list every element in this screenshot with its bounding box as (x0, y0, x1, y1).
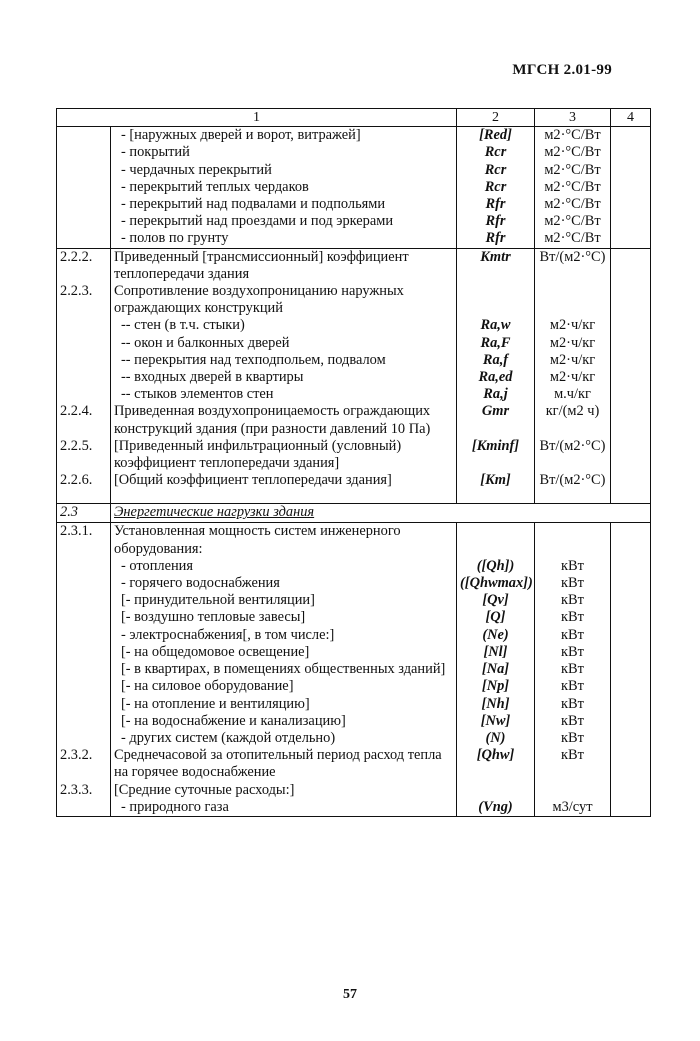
row-number (57, 696, 111, 713)
row-number (57, 558, 111, 575)
row-name: [- на водоснабжение и канализацию] (111, 713, 457, 730)
row-unit: кВт (535, 747, 611, 781)
row-number (57, 162, 111, 179)
row-symbol: Rcr (457, 162, 535, 179)
row-name: [- принудительной вентиляции] (111, 592, 457, 609)
table-row (57, 747, 651, 781)
table-row (57, 592, 651, 609)
row-number: 2.2.5. (57, 438, 111, 472)
row-col4 (611, 369, 651, 386)
row-name: [- в квартирах, в помещениях общественных зданий] (111, 661, 457, 678)
table-row (57, 799, 651, 817)
row-name: [- на общедомовое освещение] (111, 644, 457, 661)
row-unit: м2·ч/кг (535, 352, 611, 369)
column-header-2: 2 (457, 109, 535, 127)
table-row (57, 127, 651, 145)
row-number: 2.3.1. (57, 523, 111, 558)
row-symbol: [Nl] (457, 644, 535, 661)
row-col4 (611, 335, 651, 352)
row-name: -- окон и балконных дверей (111, 335, 457, 352)
table-row (57, 438, 651, 472)
row-col4 (611, 799, 651, 817)
row-unit: кВт (535, 696, 611, 713)
row-name: -- перекрытия над техподпольем, подвалом (111, 352, 457, 369)
row-col4 (611, 661, 651, 678)
spacer-cell (457, 489, 535, 504)
table-row (57, 575, 651, 592)
row-symbol: [Qv] (457, 592, 535, 609)
row-number (57, 179, 111, 196)
row-name: - природного газа (111, 799, 457, 817)
row-symbol: [Km] (457, 472, 535, 489)
row-col4 (611, 609, 651, 626)
section-title: Энергетические нагрузки здания (111, 504, 651, 523)
table-row (57, 230, 651, 248)
row-col4 (611, 730, 651, 747)
row-symbol (457, 523, 535, 558)
row-number (57, 369, 111, 386)
row-name: - [наружных дверей и ворот, витражей] (111, 127, 457, 145)
row-col4 (611, 696, 651, 713)
row-number (57, 730, 111, 747)
row-symbol: (N) (457, 730, 535, 747)
row-number (57, 386, 111, 403)
row-name: Установленная мощность систем инженерного оборудования: (111, 523, 457, 558)
row-name: [Общий коэффициент теплопередачи здания] (111, 472, 457, 489)
row-number (57, 799, 111, 817)
table-row (57, 403, 651, 437)
row-col4 (611, 213, 651, 230)
row-name: Сопротивление воздухопроницанию наружных ограждающих конструкций (111, 283, 457, 317)
row-unit: м2·°С/Вт (535, 230, 611, 248)
row-number (57, 213, 111, 230)
row-col4 (611, 627, 651, 644)
row-symbol: (Ne) (457, 627, 535, 644)
table-row (57, 248, 651, 283)
row-name: - чердачных перекрытий (111, 162, 457, 179)
row-symbol: Ra,w (457, 317, 535, 334)
table-row (57, 609, 651, 626)
row-symbol: Ra,ed (457, 369, 535, 386)
row-name: - покрытий (111, 144, 457, 161)
table-row (57, 196, 651, 213)
row-number (57, 609, 111, 626)
row-col4 (611, 592, 651, 609)
row-symbol (457, 283, 535, 317)
row-symbol: [Qhw] (457, 747, 535, 781)
row-name: - перекрытий теплых чердаков (111, 179, 457, 196)
row-name: - перекрытий над подвалами и подпольями (111, 196, 457, 213)
row-number (57, 678, 111, 695)
row-name: - электроснабжения[, в том числе:] (111, 627, 457, 644)
row-name: - отопления (111, 558, 457, 575)
row-symbol: [Np] (457, 678, 535, 695)
row-symbol: [Nh] (457, 696, 535, 713)
row-unit: кВт (535, 627, 611, 644)
row-number (57, 352, 111, 369)
spacer-cell (611, 489, 651, 504)
row-symbol: Rfr (457, 196, 535, 213)
row-unit: м2·ч/кг (535, 369, 611, 386)
row-number: 2.2.2. (57, 248, 111, 283)
row-unit: кг/(м2 ч) (535, 403, 611, 437)
row-symbol: [Kminf] (457, 438, 535, 472)
spacer-cell (111, 489, 457, 504)
table-row (57, 696, 651, 713)
row-col4 (611, 782, 651, 799)
table-row (57, 369, 651, 386)
spacer-cell (57, 489, 111, 504)
row-name: [- воздушно тепловые завесы] (111, 609, 457, 626)
row-unit: Вт/(м2·°С) (535, 438, 611, 472)
row-number: 2.2.6. (57, 472, 111, 489)
row-unit: кВт (535, 558, 611, 575)
table-row (57, 386, 651, 403)
row-symbol: ([Qhwmax]) (457, 575, 535, 592)
row-number: 2.2.4. (57, 403, 111, 437)
row-col4 (611, 523, 651, 558)
row-symbol: Gmr (457, 403, 535, 437)
row-number: 2.3.3. (57, 782, 111, 799)
table-row (57, 782, 651, 799)
row-number (57, 592, 111, 609)
row-name: Приведенная воздухопроницаемость ограждающих конструкций здания (при разности давлений 10 Па) (111, 403, 457, 437)
table-row (57, 179, 651, 196)
row-number (57, 127, 111, 145)
row-unit: кВт (535, 592, 611, 609)
row-symbol: Rfr (457, 230, 535, 248)
page-number: 57 (343, 987, 357, 1002)
row-col4 (611, 747, 651, 781)
table-row (57, 730, 651, 747)
row-number (57, 661, 111, 678)
row-unit: кВт (535, 678, 611, 695)
row-name: -- стыков элементов стен (111, 386, 457, 403)
row-col4 (611, 575, 651, 592)
table-row (57, 317, 651, 334)
row-symbol (457, 782, 535, 799)
row-symbol: Ra,f (457, 352, 535, 369)
row-name: [- на силовое оборудование] (111, 678, 457, 695)
row-unit: м2·ч/кг (535, 317, 611, 334)
row-unit: кВт (535, 575, 611, 592)
row-symbol: Ra,j (457, 386, 535, 403)
document-code: МГСН 2.01-99 (512, 62, 612, 78)
table-row (57, 627, 651, 644)
table-row (57, 678, 651, 695)
row-number (57, 230, 111, 248)
row-unit: м2·°С/Вт (535, 196, 611, 213)
row-col4 (611, 248, 651, 283)
row-col4 (611, 179, 651, 196)
row-unit (535, 523, 611, 558)
row-unit: м2·°С/Вт (535, 213, 611, 230)
row-number (57, 196, 111, 213)
row-col4 (611, 230, 651, 248)
row-col4 (611, 352, 651, 369)
row-symbol: [Nw] (457, 713, 535, 730)
row-unit: Вт/(м2·°С) (535, 472, 611, 489)
row-name: -- стен (в т.ч. стыки) (111, 317, 457, 334)
row-name: - перекрытий над проездами и под эркерами (111, 213, 457, 230)
table-row (57, 144, 651, 161)
row-col4 (611, 162, 651, 179)
row-col4 (611, 713, 651, 730)
row-name: Среднечасовой за отопительный период расход тепла на горячее водоснабжение (111, 747, 457, 781)
row-symbol: [Q] (457, 609, 535, 626)
row-unit: м2·°С/Вт (535, 144, 611, 161)
row-name: - полов по грунту (111, 230, 457, 248)
row-col4 (611, 283, 651, 317)
row-name: Приведенный [трансмиссионный] коэффициент теплопередачи здания (111, 248, 457, 283)
row-symbol: Ra,F (457, 335, 535, 352)
row-unit: Вт/(м2·°С) (535, 248, 611, 283)
column-header-1: 1 (57, 109, 457, 127)
row-unit: кВт (535, 661, 611, 678)
table-row (57, 523, 651, 558)
table-row (57, 713, 651, 730)
row-unit: м2·°С/Вт (535, 162, 611, 179)
row-name: [Приведенный инфильтрационный (условный) коэффициент теплопередачи здания] (111, 438, 457, 472)
row-col4 (611, 144, 651, 161)
parameters-table (56, 108, 651, 817)
row-symbol: Kmtr (457, 248, 535, 283)
row-number (57, 713, 111, 730)
row-name: - других систем (каждой отдельно) (111, 730, 457, 747)
row-col4 (611, 196, 651, 213)
row-unit: кВт (535, 730, 611, 747)
row-unit: м.ч/кг (535, 386, 611, 403)
row-number (57, 627, 111, 644)
section-number: 2.3 (57, 504, 111, 523)
table-row (57, 472, 651, 489)
row-col4 (611, 644, 651, 661)
spacer-row (57, 489, 651, 504)
table-row (57, 335, 651, 352)
column-header-row (57, 109, 651, 127)
row-unit: кВт (535, 644, 611, 661)
row-unit: кВт (535, 713, 611, 730)
row-symbol: (Vng) (457, 799, 535, 817)
row-symbol: Rcr (457, 179, 535, 196)
row-symbol: [Red] (457, 127, 535, 145)
row-number (57, 144, 111, 161)
table-row (57, 644, 651, 661)
row-number (57, 575, 111, 592)
row-unit (535, 782, 611, 799)
row-unit: м2·°С/Вт (535, 127, 611, 145)
row-col4 (611, 317, 651, 334)
spacer-cell (535, 489, 611, 504)
row-symbol: [Na] (457, 661, 535, 678)
row-unit: м2·°С/Вт (535, 179, 611, 196)
row-number (57, 317, 111, 334)
column-header-3: 3 (535, 109, 611, 127)
row-unit (535, 283, 611, 317)
row-symbol: Rfr (457, 213, 535, 230)
row-number: 2.2.3. (57, 283, 111, 317)
row-name: [Средние суточные расходы:] (111, 782, 457, 799)
row-col4 (611, 472, 651, 489)
row-unit: м2·ч/кг (535, 335, 611, 352)
row-name: [- на отопление и вентиляцию] (111, 696, 457, 713)
row-col4 (611, 438, 651, 472)
table-row (57, 558, 651, 575)
row-unit: кВт (535, 609, 611, 626)
row-number (57, 335, 111, 352)
row-name: - горячего водоснабжения (111, 575, 457, 592)
table-row (57, 352, 651, 369)
table-row (57, 283, 651, 317)
table-row (57, 162, 651, 179)
row-name: -- входных дверей в квартиры (111, 369, 457, 386)
column-header-4: 4 (611, 109, 651, 127)
row-col4 (611, 127, 651, 145)
table-row (57, 213, 651, 230)
row-number (57, 644, 111, 661)
row-col4 (611, 558, 651, 575)
row-number: 2.3.2. (57, 747, 111, 781)
row-unit: м3/сут (535, 799, 611, 817)
row-symbol: Rcr (457, 144, 535, 161)
table-row (57, 661, 651, 678)
row-col4 (611, 386, 651, 403)
row-symbol: ([Qh]) (457, 558, 535, 575)
section-row (57, 504, 651, 523)
row-col4 (611, 403, 651, 437)
row-col4 (611, 678, 651, 695)
